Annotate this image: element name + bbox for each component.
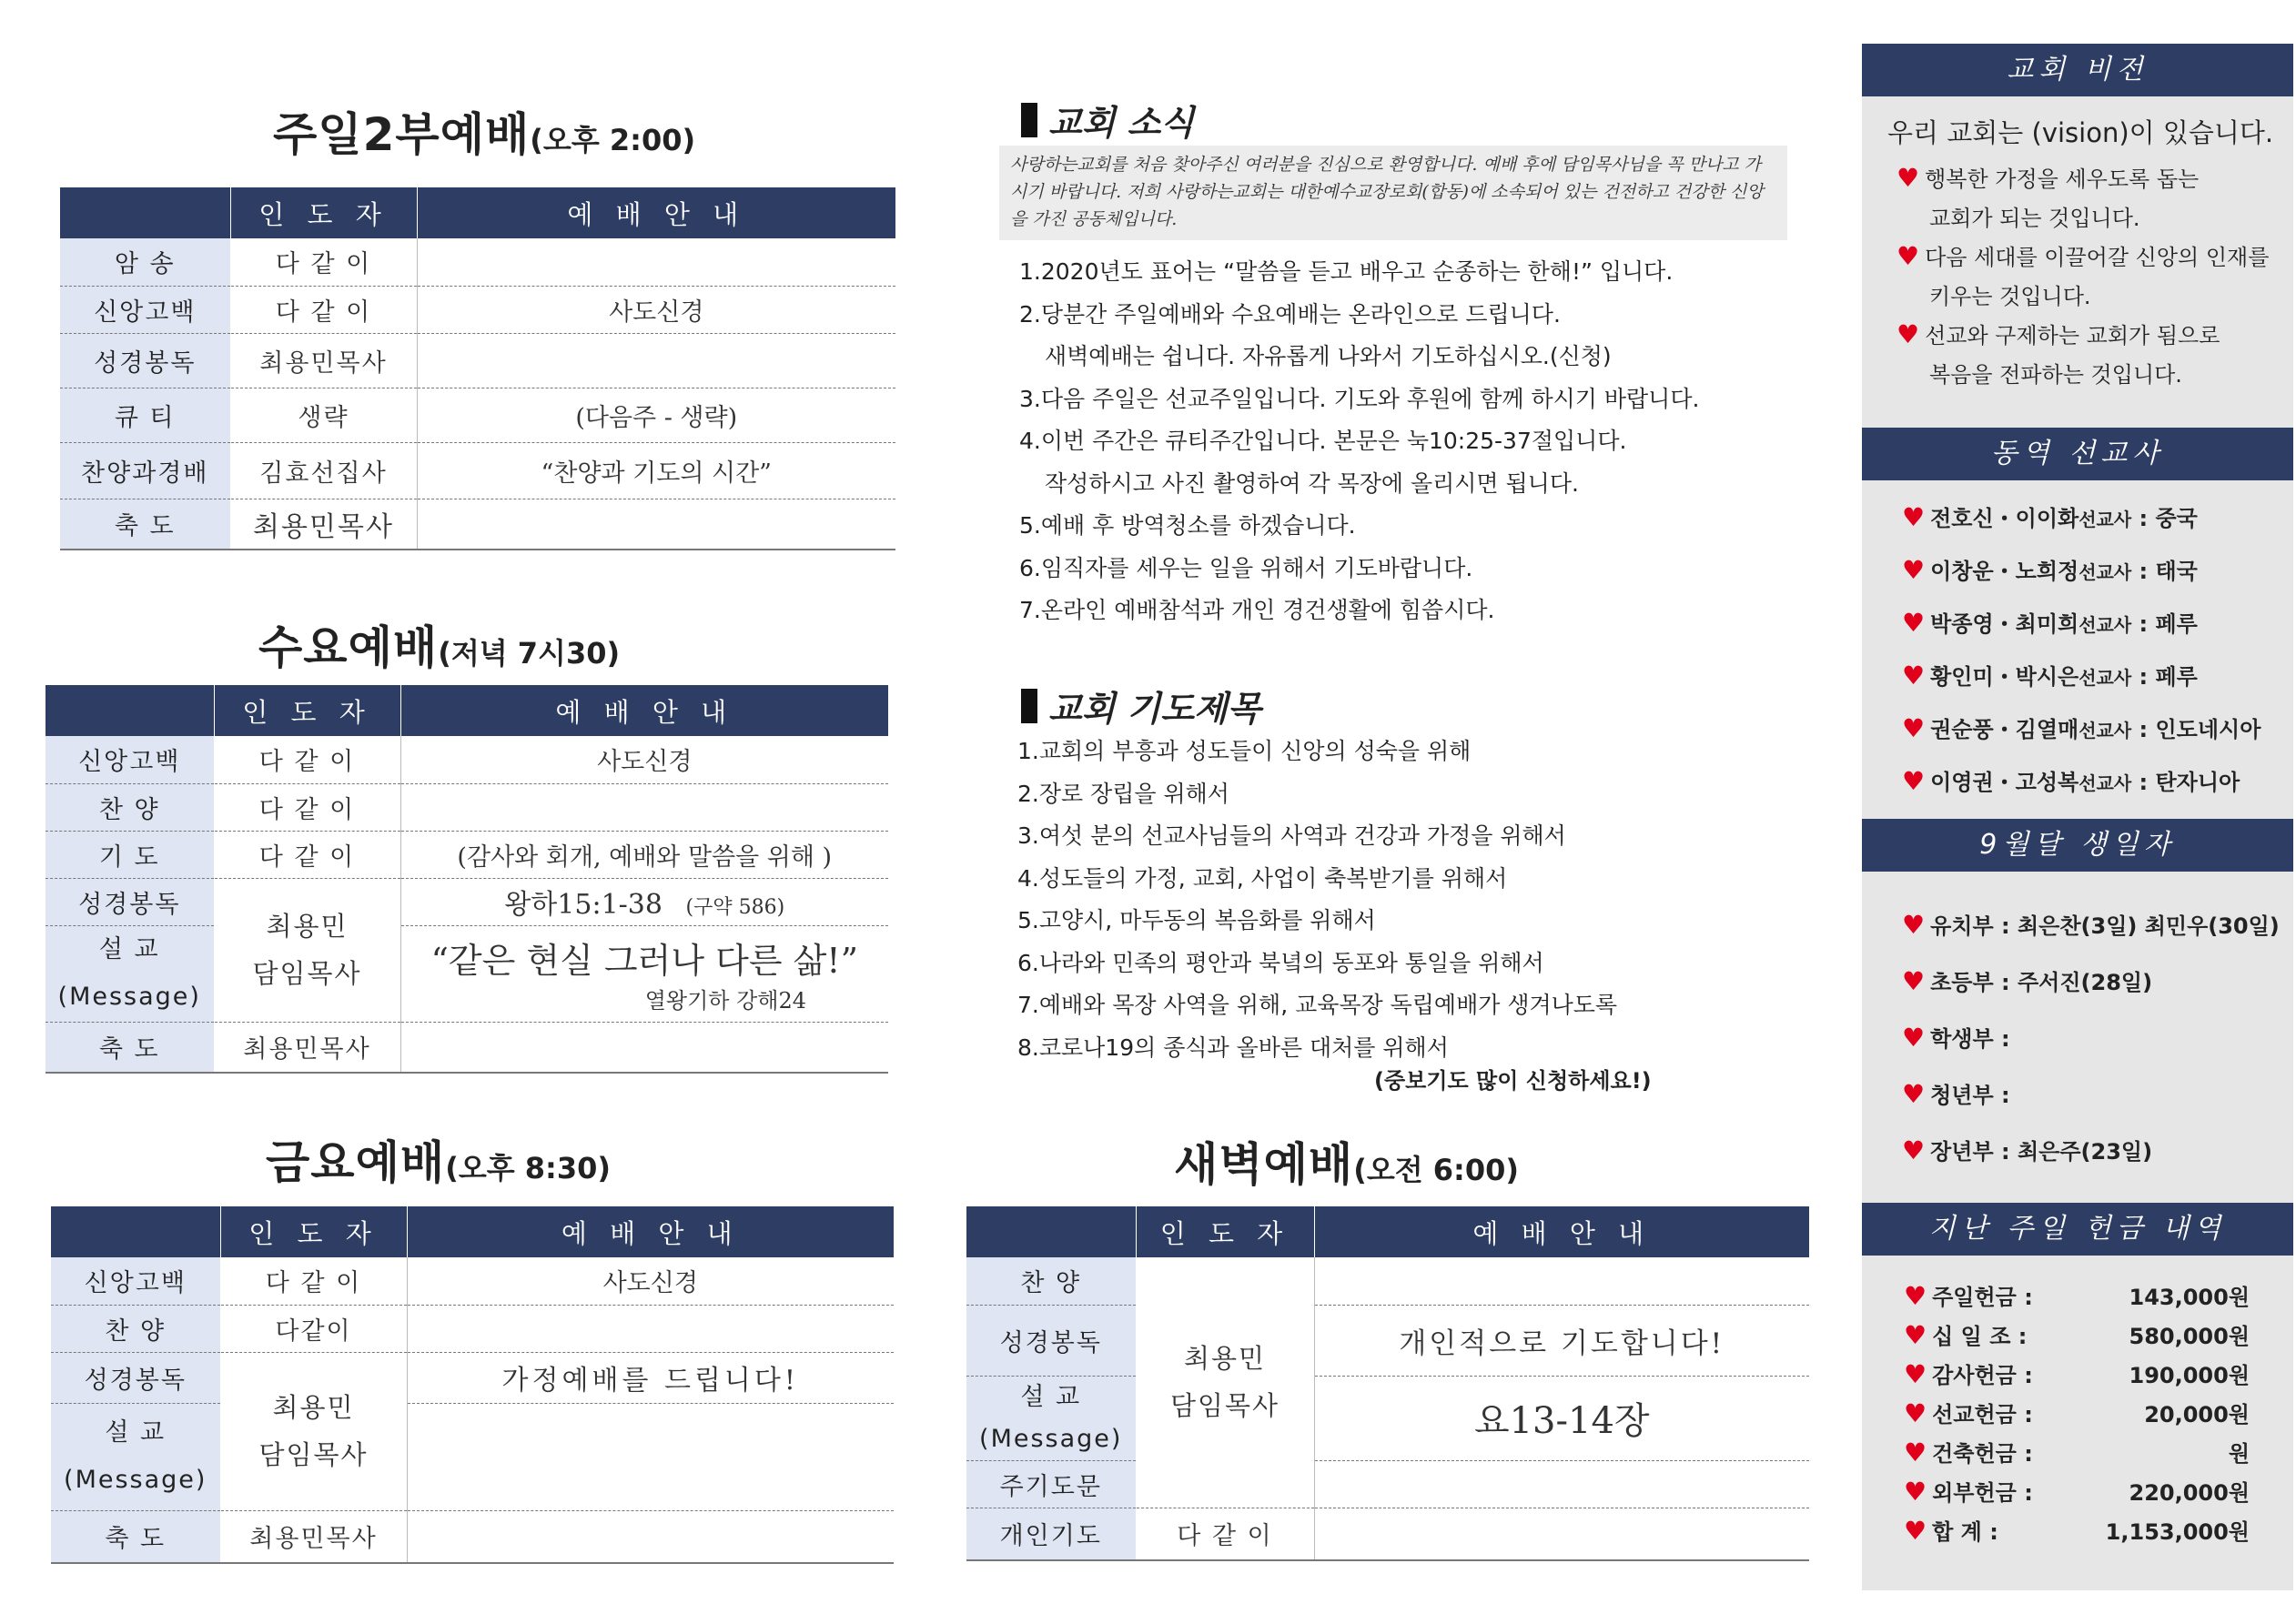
prayer-heading: 교회 기도제목 <box>1021 681 1260 731</box>
prayer-list <box>1017 731 1617 1069</box>
offering-row: ♥ 선교헌금 : 20,000원 <box>1904 1398 2250 1428</box>
table-header: 인 도 자 예 배 안 내 <box>51 1206 894 1257</box>
offering-row: ♥ 외부헌금 : 220,000원 <box>1904 1477 2250 1507</box>
list-item: 7.예배와 목장 사역을 위해, 교육목장 독립예배가 생겨나도록 <box>1017 992 1618 1018</box>
vision-item: ♥ 다음 세대를 이끌어갈 신앙의 인재를 키우는 것입니다. <box>1896 241 2270 309</box>
heading-bar-icon <box>1021 689 1037 723</box>
birthday-item: ♥ 학생부 : <box>1902 1023 2010 1053</box>
dawn-table <box>966 1206 1809 1561</box>
list-item: 1.2020년도 표어는 “말씀을 듣고 배우고 순종하는 한해!” 입니다. <box>1019 258 1674 285</box>
heart-icon: ♥ <box>1904 1320 1927 1350</box>
missionary-item: ♥ 이영권・고성복선교사 : 탄자니아 <box>1902 766 2240 796</box>
table-row: 신앙고백 다 같 이 사도신경 <box>46 736 888 783</box>
heading-bar-icon <box>1021 103 1037 137</box>
list-item: 작성하시고 사진 촬영하여 각 목장에 올리시면 됩니다. <box>1045 469 1579 497</box>
heart-icon: ♥ <box>1904 1437 1927 1468</box>
table-row: 찬 양 다 같 이 <box>46 783 888 831</box>
table-row: 성경봉독 최용민목사 <box>60 333 895 388</box>
list-item: 5.고양시, 마두동의 복음화를 위해서 <box>1017 907 1376 933</box>
birthday-item: ♥ 초등부 : 주서진(28일) <box>1902 966 2153 996</box>
table-row: 설 교 (Message) 요13-14장 <box>966 1376 1809 1460</box>
table-header: 인 도 자 예 배 안 내 <box>966 1206 1809 1257</box>
heart-icon: ♥ <box>1902 766 1926 796</box>
birthday-item: ♥ 유치부 : 최은찬(3일) 최민우(30일) <box>1902 910 2280 940</box>
list-item: 2.장로 장립을 위해서 <box>1017 780 1229 807</box>
vision-item: ♥ 선교와 구제하는 교회가 됨으로 복음을 전파하는 것입니다. <box>1896 319 2220 388</box>
list-item: 6.임직자를 세우는 일을 위해서 기도바랍니다. <box>1019 554 1473 581</box>
table-row: 성경봉독 개인적으로 기도합니다! <box>966 1305 1809 1376</box>
table-row: 성경봉독 최용민 담임목사 왕하15:1-38 (구약 586) <box>46 878 888 925</box>
heart-icon: ♥ <box>1902 910 1926 940</box>
table-row: 설 교 (Message) <box>51 1403 894 1510</box>
heart-icon: ♥ <box>1896 241 1920 271</box>
heart-icon: ♥ <box>1902 1023 1926 1053</box>
missionaries-heading: 동역 선교사 <box>1862 428 2293 480</box>
table-row: 기 도 다 같 이 (감사와 회개, 예배와 말씀을 위해 ) <box>46 831 888 878</box>
heart-icon: ♥ <box>1896 319 1920 349</box>
table-row: 찬양과경배 김효선집사 “찬양과 기도의 시간” <box>60 442 895 499</box>
heart-icon: ♥ <box>1904 1516 1927 1546</box>
list-item: 새벽예배는 쉽니다. 자유롭게 나와서 기도하십시오.(신청) <box>1045 343 1612 369</box>
missionary-item: ♥ 황인미・박시은선교사 : 페루 <box>1902 661 2198 691</box>
table-row: 암 송 다 같 이 <box>60 238 895 286</box>
sunday-table <box>60 187 895 550</box>
merged-leader-cell: 최용민 담임목사 <box>214 878 400 1022</box>
birthday-item: ♥ 청년부 : <box>1902 1079 2010 1109</box>
news-list <box>1019 251 1699 632</box>
heart-icon: ♥ <box>1902 966 1926 996</box>
missionary-item: ♥ 이창운・노희정선교사 : 태국 <box>1902 555 2198 585</box>
table-row: 축 도 최용민목사 <box>46 1022 888 1073</box>
missionary-item: ♥ 권순풍・김열매선교사 : 인도네시아 <box>1902 713 2261 743</box>
heart-icon: ♥ <box>1896 163 1920 193</box>
list-item: 3.여섯 분의 선교사님들의 사역과 건강과 가정을 위해서 <box>1017 822 1566 849</box>
list-item: 8.코로나19의 종식과 올바른 대처를 위해서 <box>1017 1034 1449 1061</box>
table-header: 인 도 자 예 배 안 내 <box>60 187 895 238</box>
birthdays-heading: 9월달 생일자 <box>1862 819 2293 872</box>
missionary-item: ♥ 전호신・이이화선교사 : 중국 <box>1902 502 2198 532</box>
heart-icon: ♥ <box>1902 502 1926 532</box>
list-item: 2.당분간 주일예배와 수요예배는 온라인으로 드립니다. <box>1019 300 1561 328</box>
heart-icon: ♥ <box>1902 713 1926 743</box>
vision-lead: 우리 교회는 (vision)이 있습니다. <box>1887 117 2274 148</box>
wednesday-table <box>46 685 888 1074</box>
list-item: 7.온라인 예배참석과 개인 경건생활에 힘씁시다. <box>1019 597 1495 623</box>
offering-row: ♥ 합 계 : 1,153,000원 <box>1904 1516 2250 1546</box>
merged-leader-cell: 최용민 담임목사 <box>1136 1257 1314 1508</box>
vision-item: ♥ 행복한 가정을 세우도록 돕는 교회가 되는 것입니다. <box>1896 163 2200 231</box>
heart-icon: ♥ <box>1902 661 1926 691</box>
offering-row: ♥ 십 일 조 : 580,000원 <box>1904 1320 2250 1350</box>
table-row: 설 교 (Message) “같은 현실 그러나 다른 삶!” 열왕기하 강해24 <box>46 925 888 1022</box>
table-row: 큐 티 생략 (다음주 - 생략) <box>60 388 895 442</box>
dawn-title: 새벽예배(오전 6:00) <box>1174 1138 1520 1191</box>
table-header: 인 도 자 예 배 안 내 <box>46 685 888 736</box>
table-row: 축 도 최용민목사 <box>60 499 895 550</box>
list-item: 4.성도들의 가정, 교회, 사업이 축복받기를 위해서 <box>1017 864 1508 892</box>
list-item: 1.교회의 부흥과 성도들이 신앙의 성숙을 위해 <box>1017 738 1472 764</box>
prayer-note: (중보기도 많이 신청하세요!) <box>1374 1068 1652 1094</box>
missionary-item: ♥ 박종영・최미희선교사 : 페루 <box>1902 608 2198 638</box>
friday-table <box>51 1206 894 1564</box>
list-item: 3.다음 주일은 선교주일입니다. 기도와 후원에 함께 하시기 바랍니다. <box>1019 385 1700 412</box>
table-row: 찬 양 최용민 담임목사 <box>966 1257 1809 1305</box>
news-intro: 사랑하는교회를 처음 찾아주신 여러분을 진심으로 환영합니다. 예배 후에 담임목사님을 꼭 만나고 가시기 바랍니다. 저희 사랑하는교회는 대한예수교장로회(합동)에 소속되어 있는 건전하고 건강한 신앙을 가진 공동체입니다. <box>999 146 1787 240</box>
wednesday-title: 수요예배(저녁 7시30) <box>258 621 621 674</box>
news-heading: 교회 소식 <box>1021 95 1194 145</box>
merged-leader-cell: 최용민 담임목사 <box>220 1352 407 1510</box>
vision-heading: 교회 비전 <box>1862 44 2293 96</box>
table-row: 개인기도 다 같 이 <box>966 1508 1809 1560</box>
heart-icon: ♥ <box>1902 608 1926 638</box>
heart-icon: ♥ <box>1904 1281 1927 1311</box>
offering-heading: 지난 주일 헌금 내역 <box>1862 1203 2293 1256</box>
offering-row: ♥ 건축헌금 : 원 <box>1904 1437 2250 1468</box>
sunday-title: 주일2부예배(오후 2:00) <box>273 108 696 161</box>
list-item: 5.예배 후 방역청소를 하겠습니다. <box>1019 512 1356 539</box>
heart-icon: ♥ <box>1902 1079 1926 1109</box>
table-row: 신앙고백 다 같 이 사도신경 <box>51 1257 894 1305</box>
table-row: 축 도 최용민목사 <box>51 1510 894 1563</box>
table-row: 주기도문 <box>966 1460 1809 1508</box>
table-row: 신앙고백 다 같 이 사도신경 <box>60 286 895 333</box>
heart-icon: ♥ <box>1904 1359 1927 1389</box>
heart-icon: ♥ <box>1904 1477 1927 1507</box>
offering-row: ♥ 감사헌금 : 190,000원 <box>1904 1359 2250 1389</box>
friday-title: 금요예배(오후 8:30) <box>266 1136 612 1189</box>
table-row: 성경봉독 최용민 담임목사 가정예배를 드립니다! <box>51 1352 894 1403</box>
table-row: 찬 양 다같이 <box>51 1305 894 1352</box>
heart-icon: ♥ <box>1902 555 1926 585</box>
heart-icon: ♥ <box>1902 1135 1926 1165</box>
birthday-item: ♥ 장년부 : 최은주(23일) <box>1902 1135 2153 1165</box>
heart-icon: ♥ <box>1904 1398 1927 1428</box>
list-item: 6.나라와 민족의 평안과 북녘의 동포와 통일을 위해서 <box>1017 949 1544 976</box>
list-item: 4.이번 주간은 큐티주간입니다. 본문은 눅10:25-37절입니다. <box>1019 428 1627 454</box>
offering-row: ♥ 주일헌금 : 143,000원 <box>1904 1281 2250 1311</box>
